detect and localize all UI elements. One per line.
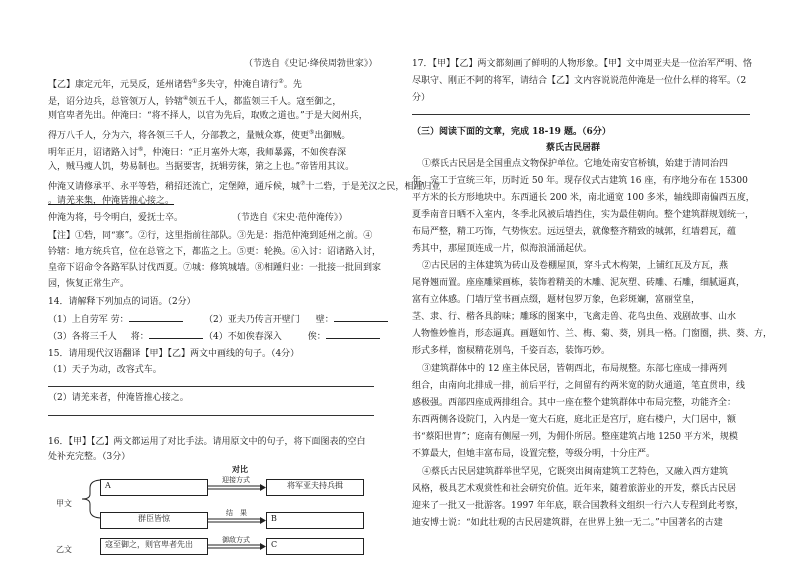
question-16: 16．【甲】【乙】两文都运用了对比手法。请用原文中的句子，将下面图表的空白 [48, 437, 366, 447]
passage-yi-line: 是，诏分边兵，总管领万人，钤辖④领五千人，都监领三千人。寇至御之， [48, 95, 342, 107]
paragraph-line: 布局严整，精工巧饰，气势恢宏。远远望去，就像整齐精致的城郭，红墙碧瓦，蕴 [412, 227, 737, 237]
jia-label: 甲文 [56, 499, 72, 508]
paragraph-line: 尾脊翘而置。座座雕梁画栋，装饰着精美的木雕、泥灰塑、砖雕、石雕，细腻逼真， [412, 278, 746, 288]
footnote-line: 【注】①砦，同“寨”。②行，这里指前往部队。③先是：指范仲淹到延州之前。④ [48, 231, 373, 241]
q14-item-3: （3）各将三千人 将： [48, 330, 203, 343]
paragraph-line: ②古民居的主体建筑为砖山及卷棚屋顶，穿斗式木构架，上铺红瓦及方瓦，燕 [422, 261, 729, 271]
passage-yi-line: 得万八千人，分为六，将各领三千人，分部教之，量贼众寡，使更⑤出御贼。 [48, 129, 351, 141]
answer-line[interactable] [412, 114, 750, 115]
footnote-line: 钤辖：地方统兵官，位在总管之下，都监之上。⑤更：轮换。⑥入讨：诏诸路入讨， [48, 247, 382, 257]
passage-yi-line: 明年正月，诏诸路入讨⑥，仲淹曰：“正月塞外大寒，我师暴露，不如俟春深 [48, 146, 347, 158]
question-14: 14．请解释下列加点的词语。（2分） [48, 297, 196, 307]
arrow-right-icon [208, 542, 266, 552]
paragraph-line: 迎来了一批又一批游客。1997 年年底，联合国教科文组织一行六人专程到此考察， [412, 501, 744, 511]
box-c[interactable]: C [266, 538, 364, 555]
question-17-cont: 分） [412, 93, 431, 103]
diagram-title: 对比 [232, 464, 248, 474]
q14-item-4: （4）不如俟春深入 俟： [204, 330, 380, 343]
question-15: 15．请用现代汉语翻译【甲】【乙】两文中画线的句子。（4分） [48, 349, 300, 359]
arrow-label-2: 结 果 [226, 509, 247, 517]
arrow-right-icon [208, 516, 266, 526]
question-17-cont: 尽职守、刚正不阿的将军，请结合【乙】文内容说说范仲淹是一位什么样的将军。（2 [412, 76, 747, 86]
answer-line[interactable] [48, 386, 374, 387]
paragraph-line: 富有立体感。门墙厅堂书画点缀，题材包罗万象，色彩斑斓，富丽堂皇， [412, 295, 701, 305]
q14-item-1: （1）上自劳军 劳： [48, 313, 183, 326]
answer-line[interactable] [48, 415, 374, 416]
answer-blank[interactable] [334, 313, 388, 322]
yi-label: 乙文 [56, 545, 72, 554]
section-3-heading: （三）阅读下面的文章，完成 18-19 题。（6分） [412, 127, 611, 137]
arrow-right-icon [208, 483, 266, 493]
paragraph-line: 年，完工于宣统三年，历时近 50 年。现存仪式古建筑 16 座，有序地分布在 15300 [412, 176, 748, 186]
paragraph-line: ①蔡氏古民居是全国重点文物保护单位。它地处南安官桥镇，始建于清同治四 [422, 159, 729, 169]
answer-blank[interactable] [149, 330, 203, 339]
source-citation-1: （节选自《史记·绛侯周勃世家》） [244, 59, 378, 69]
paragraph-line: 风格，极具艺术观赏性和社会研究价值。近年来，随着旅游业的开发，蔡氏古民居 [412, 484, 737, 494]
paragraph-line: 迪安博士说：“如此壮观的古民居建筑群，在世界上独一无二。”中国著名的古建 [412, 518, 723, 528]
q14-item-2: （2）亚夫乃传言开壁门 壁： [204, 313, 388, 326]
paragraph-line: 夏季南音日晒不入室内，冬季北风被后墙挡住，实为最佳朝向。整个建筑群规划统一， [412, 210, 755, 220]
underlined-sentence: 。请羌来集，仲淹皆推心接之。 [48, 196, 175, 206]
paragraph-line: ③建筑群体中的 12 座主体民居，皆朝西北，布局规整。东部七座成一排两列 [422, 364, 728, 374]
question-17: 17．【甲】【乙】两文都刻画了鲜明的人物形象。【甲】文中周亚夫是一位治军严明、恪 [412, 59, 752, 69]
footnote-line: 皇帝下诏命令各路军队讨伐西夏。⑦城：修筑城墙。⑧相踵归业：一批接一批回到家 [48, 263, 382, 273]
paragraph-line: 形式多样，窗棂精花别鸟，千姿百态，装饰巧妙。 [412, 346, 611, 356]
paragraph-line: 茎、隶、行、楷各具韵味；雕琢的图案中，飞禽走兽、花鸟虫鱼、戏剧故事、山水 [412, 312, 737, 322]
question-16-cont: 处补充完整。（3分） [48, 452, 131, 462]
arrow-label-3: 御敌方式 [222, 536, 250, 544]
paragraph-line: 秀其中，那屋顶连成一片，似海浪涌涌起伏。 [412, 244, 593, 254]
passage-yi-line: 则官卑者先出。仲淹曰：“将不择人，以官为先后，取败之道也。”于是大阅州兵， [48, 111, 368, 121]
q15-item-2: （2）请羌来者，仲淹皆推心接之。 [48, 393, 189, 403]
passage-yi-line: 仲淹又请修承平、永平等砦，稍招还流亡，定堡障，通斥候，城⑦十二砦，于是羌汉之民，相踵归业 [48, 180, 441, 192]
answer-blank[interactable] [129, 313, 183, 322]
footnote-line: 园，恢复正常生产。 [48, 279, 130, 289]
passage-yi-line: 入，贼马瘦人饥，势易制也。当据要害，抚辑劳徕，第之上也。”帝皆用其议。 [48, 162, 355, 172]
article-title: 蔡氏古民居群 [546, 143, 601, 153]
box-yi-text: 寇至御之，则官卑者先出 [100, 538, 208, 555]
box-jiangjun: 将军亚夫持兵揖 [266, 479, 364, 496]
paragraph-line: 感极强。西部四座成两排组合。其中一座在整个建筑群体中布局完整，功能齐全： [412, 398, 737, 408]
box-b[interactable]: B [266, 512, 364, 529]
q15-item-1: （1）天子为动，改容式车。 [48, 365, 162, 375]
paragraph-line: 书“蔡阳世胄”；庭南有侧屋一列，为佣仆所居。整座建筑占地 1250 平方米，规模 [412, 432, 738, 442]
paragraph-line: 组合，由南向北排成一排，前后平行，之间留有约两米宽的防火通道，笔直贯串，线 [412, 381, 746, 391]
box-a[interactable]: A [100, 479, 208, 496]
passage-yi-line: 仲淹为将，号令明白，爱抚士卒。 [48, 213, 184, 223]
box-qunchen: 群臣皆惊 [100, 512, 208, 529]
passage-yi-line: 【乙】康定元年，元昊反，延州诸砦①多失守，仲淹自请行②。先 [48, 78, 302, 90]
answer-blank[interactable] [326, 330, 380, 339]
paragraph-line: 不算最大，但她丰富布局，设置完整，等级分明，十分庄严。 [412, 449, 656, 459]
source-citation-2: （节选自《宋史·范仲淹传》） [232, 213, 348, 223]
paragraph-line: ④蔡氏古民居建筑群举世罕见，它既突出闽南建筑工艺特色，又融入西方建筑 [422, 467, 729, 477]
paragraph-line: 东西两侧各设院门，入内是一宽大石庭，庭北正是宫厅，庭右楼户，大门居中，额 [412, 415, 737, 425]
paragraph-line: 人物惟妙惟肖，形态逼真。画题如竹、兰、梅、菊、葵，别具一格。门窗圈，拱、葵、方， [412, 329, 773, 339]
arrow-label-1: 迎接方式 [222, 476, 250, 484]
paragraph-line: 平方米的长方形地块中。东西通长 200 米，南北通宽 100 多米，轴线即南偏西五度， [412, 193, 755, 203]
